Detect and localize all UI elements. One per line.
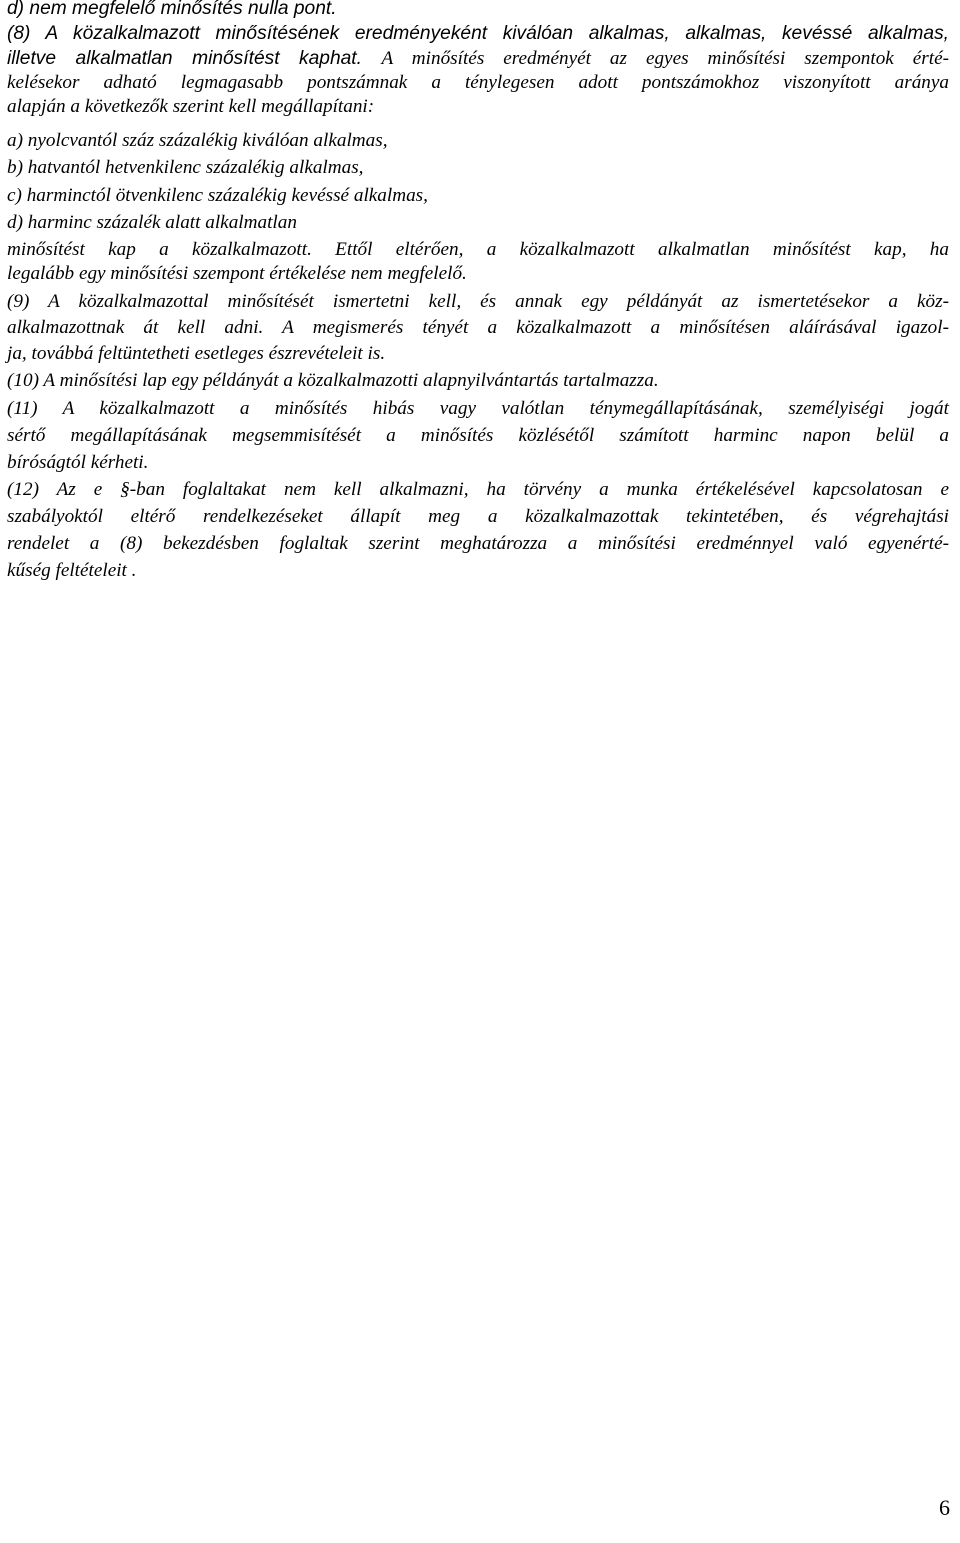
text-line: bíróságtól kérheti. xyxy=(7,452,149,473)
page-number: 6 xyxy=(939,1495,950,1520)
text-segment: illetve alkalmatlan minősítést kaphat. xyxy=(7,48,382,69)
list-item-b: b) hatvantól hetvenkilenc százalékig alkalmas, xyxy=(7,157,364,178)
text-line: d) nem megfelelő minősítés nulla pont. xyxy=(7,0,337,19)
text-line: szabályoktól eltérő rendelkezéseket állapít meg a közalkalmazottak tekintetében, és végrehajtási xyxy=(7,506,949,527)
text-line: alkalmazottnak át kell adni. A megismerés tényét a közalkalmazott a minősítésen aláírásával igazol- xyxy=(7,317,949,338)
text-line: (12) Az e §-ban foglaltakat nem kell alkalmazni, ha törvény a munka értékelésével kapcsolatosan e xyxy=(7,479,949,500)
text-line: alapján a következők szerint kell megállapítani: xyxy=(7,96,375,117)
text-line: minősítést kap a közalkalmazott. Ettől eltérően, a közalkalmazott alkalmatlan minősítést kap, ha xyxy=(7,239,949,260)
text-line: kelésekor adható legmagasabb pontszámnak a ténylegesen adott pontszámokhoz viszonyított aránya xyxy=(7,72,949,93)
list-item-c: c) harminctól ötvenkilenc százalékig kevéssé alkalmas, xyxy=(7,185,428,206)
text-line: (10) A minősítési lap egy példányát a közalkalmazotti alapnyilvántartás tartalmazza. xyxy=(7,370,659,391)
text-line: (11) A közalkalmazott a minősítés hibás vagy valótlan ténymegállapításának, személyiségi jogát xyxy=(7,398,949,419)
text-line: (8) A közalkalmazott minősítésének eredményeként kiválóan alkalmas, alkalmas, kevéssé alkalmas, xyxy=(7,23,949,44)
text-line: sértő megállapításának megsemmisítését a minősítés közlésétől számított harminc napon belül a xyxy=(7,425,949,446)
text-line: kűség feltételeit . xyxy=(7,560,137,581)
text-line: legalább egy minősítési szempont értékelése nem megfelelő. xyxy=(7,263,467,284)
text-line: ja, továbbá feltüntetheti esetleges észrevételeit is. xyxy=(7,343,386,364)
list-item-a: a) nyolcvantól száz százalékig kiválóan alkalmas, xyxy=(7,130,388,151)
text-line xyxy=(7,47,949,71)
text-line: rendelet a (8) bekezdésben foglaltak szerint meghatározza a minősítési eredménnyel való egyenérté- xyxy=(7,533,949,554)
text-line: (9) A közalkalmazottal minősítését ismertetni kell, és annak egy példányát az ismertetésekor a köz- xyxy=(7,291,949,312)
text-segment: A minősítés eredményét az egyes minősítési szempontok érté- xyxy=(381,48,950,69)
list-item-d: d) harminc százalék alatt alkalmatlan xyxy=(7,212,297,233)
